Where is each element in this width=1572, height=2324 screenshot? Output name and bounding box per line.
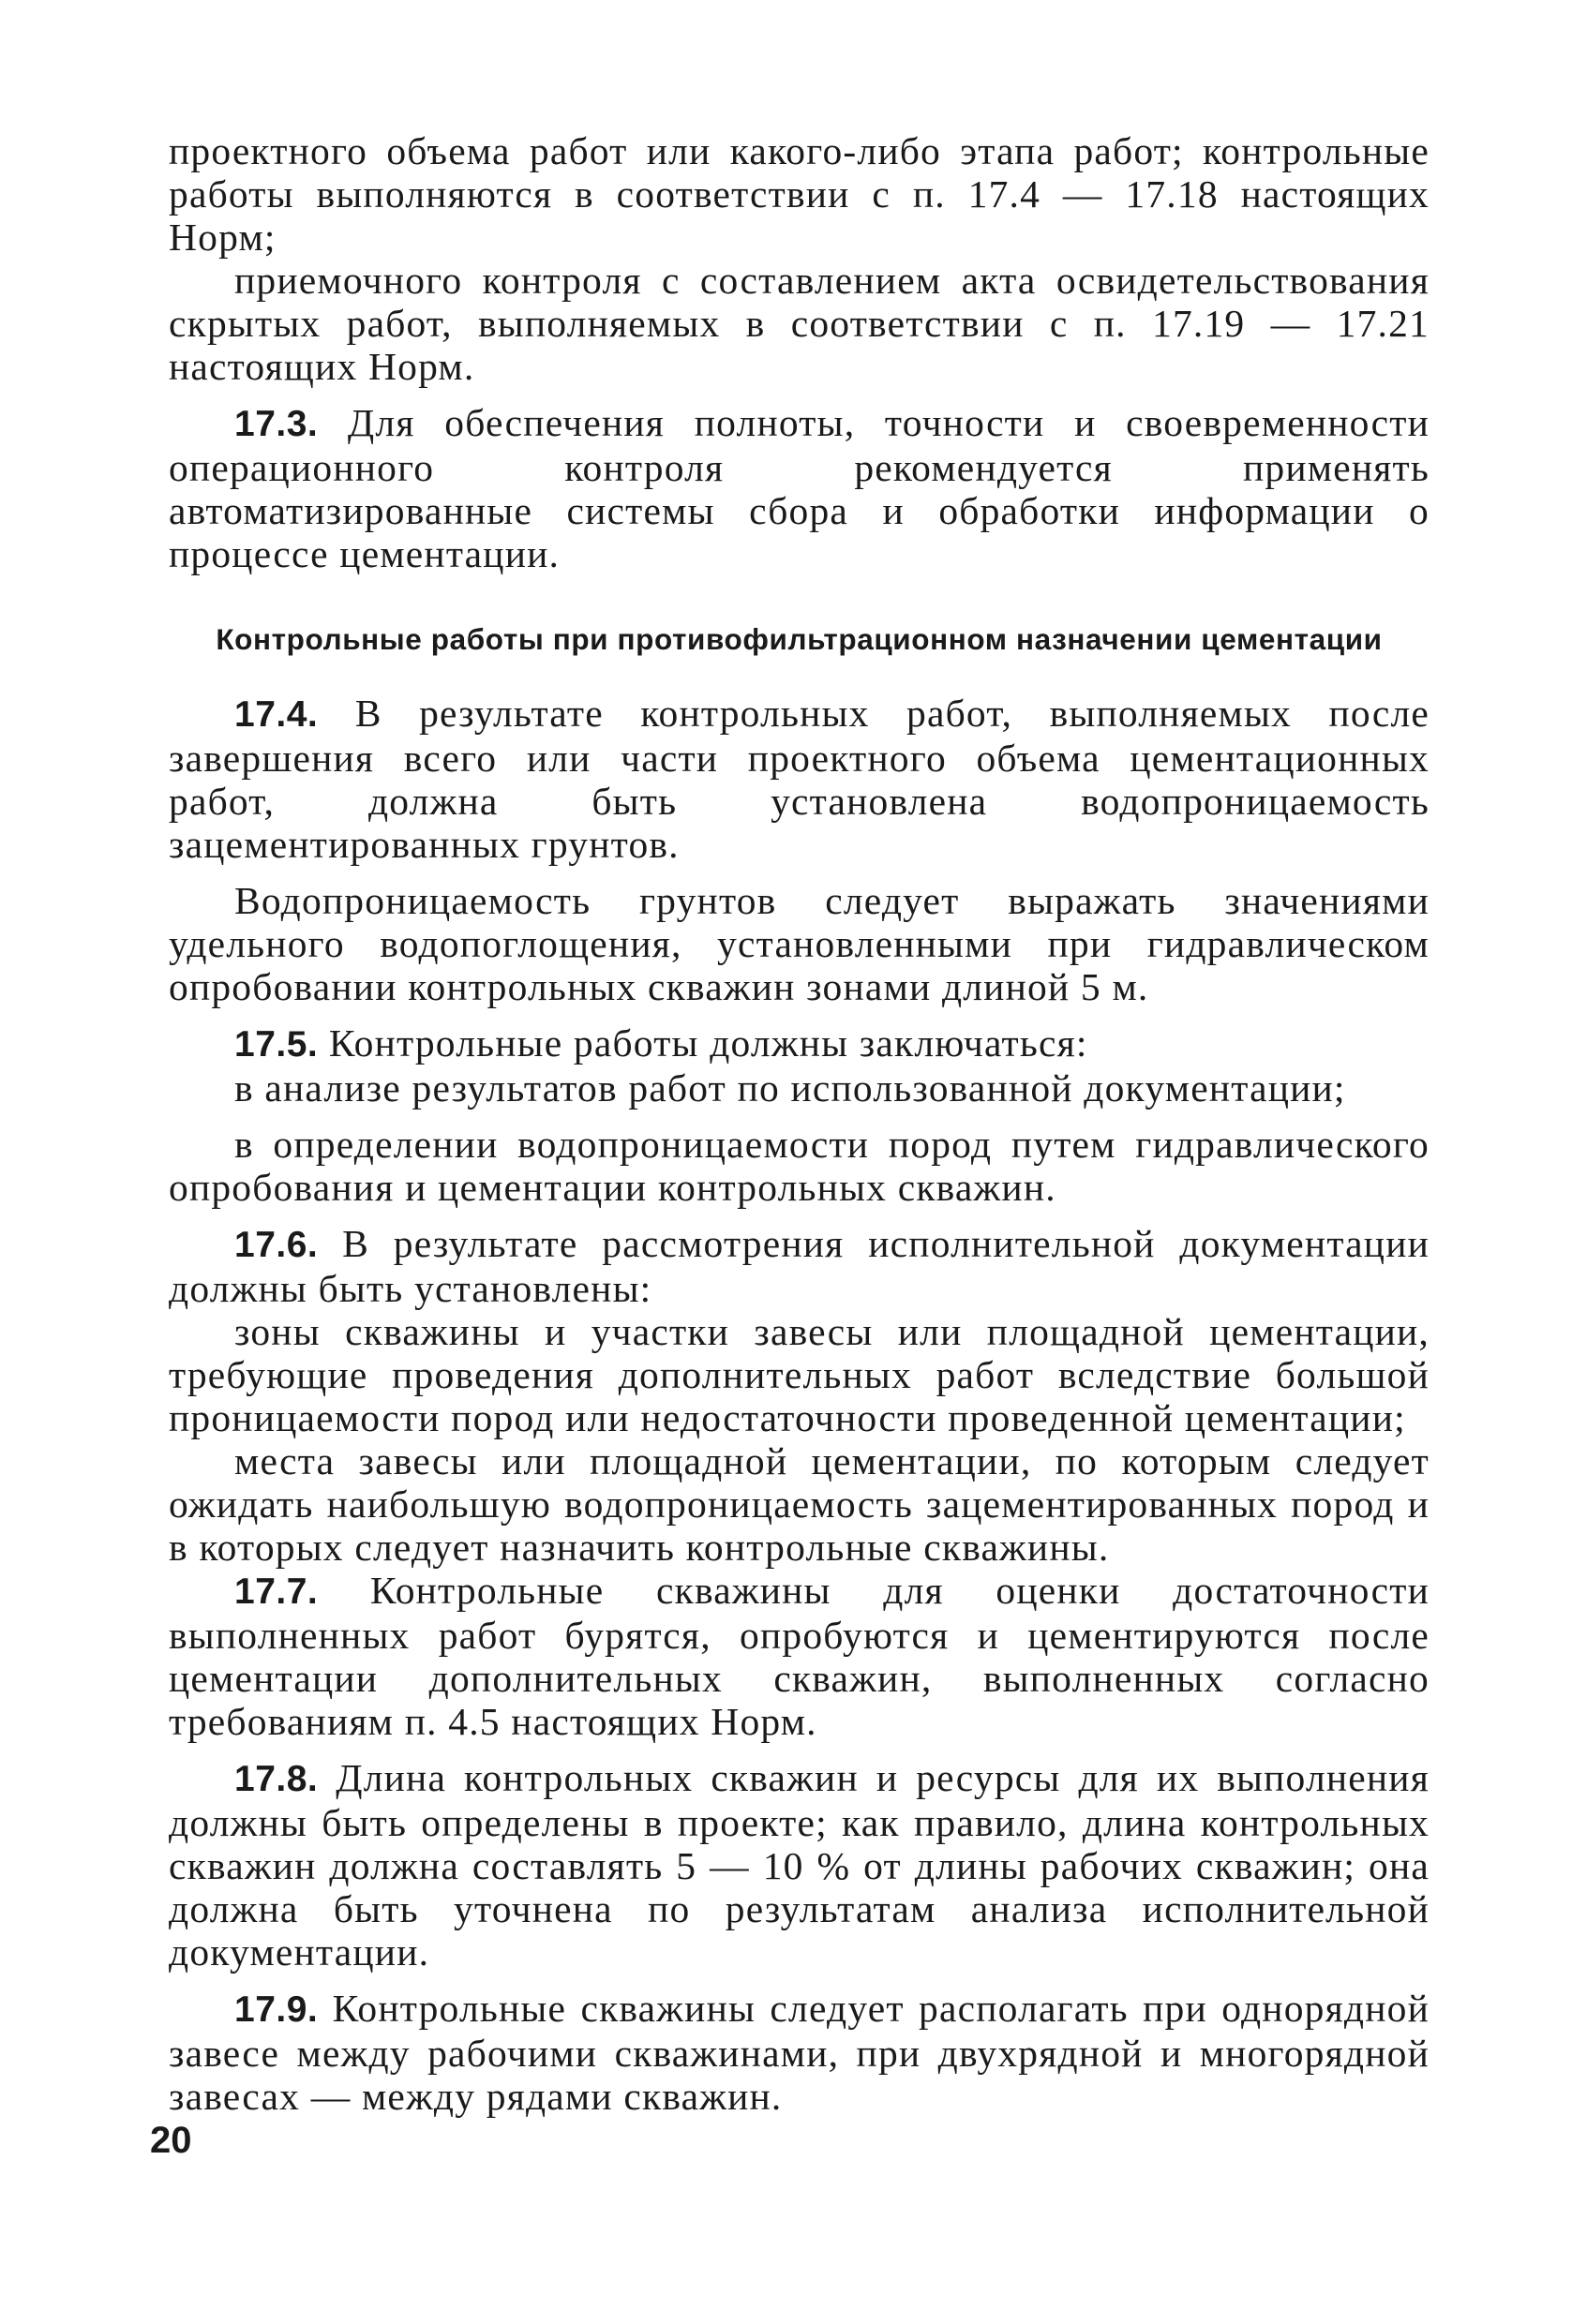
paragraph-continuation: проектного объема работ или какого-либо этапа работ; контрольные работы выполняются в соответствии с п. 17.4 — 17.18 настоящих Норм; [169,129,1430,259]
clause-number: 17.4. [234,694,319,735]
clause-17-6: 17.6. В результате рассмотрения исполнительной документации должны быть установлены: [169,1222,1430,1310]
section-heading: Контрольные работы при противофильтрационном назначении цементации [216,622,1383,656]
clause-17-7: 17.7. Контрольные скважины для оценки достаточности выполненных работ бурятся, опробуются и цементируются после цементации дополнительных скважин, выполненных согласно требованиям п. 4.5 настоящих Норм. [169,1569,1430,1743]
clause-number: 17.9. [234,1989,319,2030]
clause-number: 17.5. [234,1024,319,1065]
paragraph-permeability: Водопроницаемость грунтов следует выражать значениями удельного водопоглощения, установленными при гидравлическом опробовании контрольных скважин зонами длиной 5 м. [169,879,1430,1008]
clause-17-4: 17.4. В результате контрольных работ, выполняемых после завершения всего или части проектного объема цементационных работ, должна быть установлена водопроницаемость зацементированных грунтов. [169,692,1430,866]
page-number: 20 [150,2120,192,2161]
clause-number: 17.7. [234,1572,319,1612]
list-item: в определении водопроницаемости пород путем гидравлического опробования и цементации контрольных скважин. [169,1123,1430,1209]
clause-17-8: 17.8. Длина контрольных скважин и ресурсы для их выполнения должны быть определены в проекте; как правило, длина контрольных скважин должна составлять 5 — 10 % от длины рабочих скважин; она должна быть уточнена по результатам анализа исполнительной документации. [169,1756,1430,1974]
paragraph-acceptance-control: приемочного контроля с составлением акта освидетельствования скрытых работ, выполняемых в соответствии с п. 17.19 — 17.21 настоящих Норм. [169,259,1430,388]
page-body [169,129,1430,2118]
clause-17-3: 17.3. Для обеспечения полноты, точности и своевременности операционного контроля рекомендуется применять автоматизированные системы сбора и обработки информации о процессе цементации. [169,401,1430,575]
clause-number: 17.6. [234,1225,319,1265]
list-item: места завесы или площадной цементации, по которым следует ожидать наибольшую водопроницаемость зацементированных пород и в которых следует назначить контрольные скважины. [169,1439,1430,1569]
clause-number: 17.8. [234,1759,319,1799]
clause-17-5: 17.5. Контрольные работы должны заключаться: [234,1021,1088,1065]
clause-number: 17.3. [234,404,319,444]
clause-17-9: 17.9. Контрольные скважины следует располагать при однорядной завесе между рабочими скважинами, при двухрядной и многорядной завесах — между рядами скважин. [169,1987,1430,2118]
list-item: в анализе результатов работ по использованной документации; [234,1066,1346,1110]
list-item: зоны скважины и участки завесы или площадной цементации, требующие проведения дополнительных работ вследствие большой проницаемости пород или недостаточности проведенной цементации; [169,1310,1430,1439]
